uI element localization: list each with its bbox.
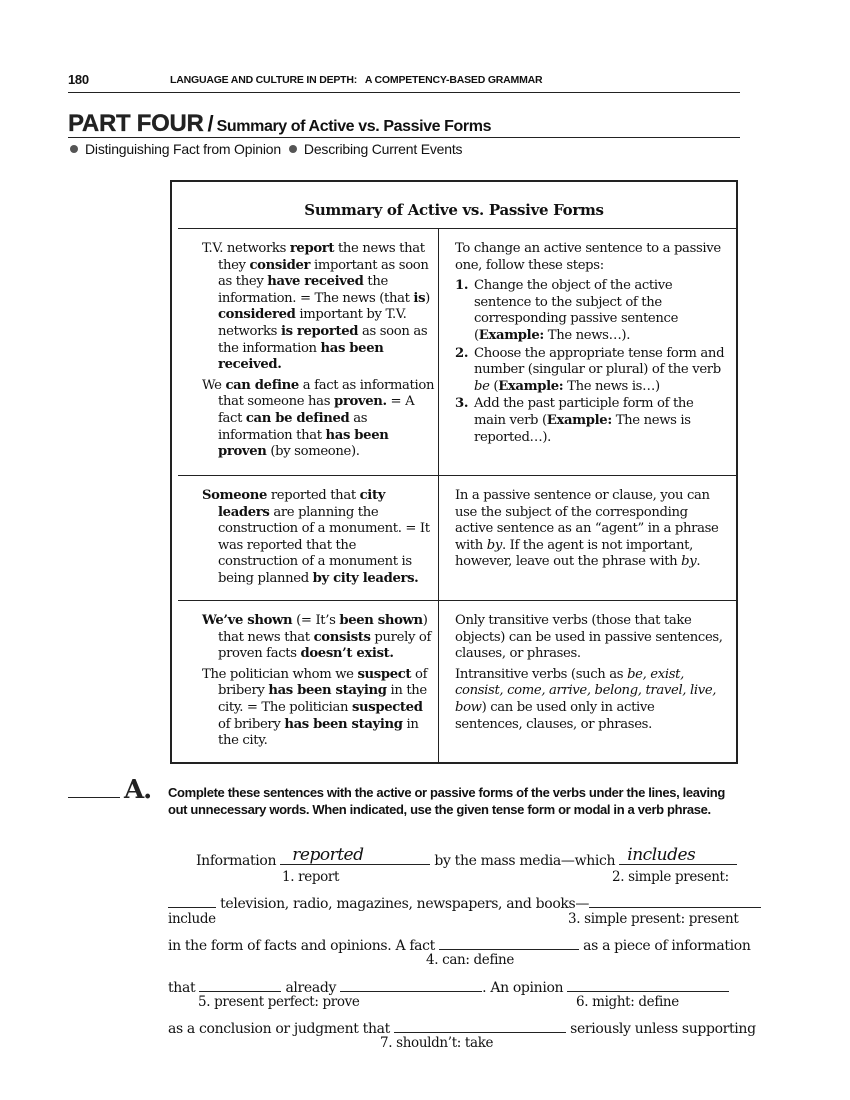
verb-cue-5: 5. present perfect: prove xyxy=(198,994,360,1010)
italic-term: be xyxy=(474,378,490,394)
text-run: important as soon as they xyxy=(218,257,429,290)
italic-term: by xyxy=(681,554,697,570)
rule-paragraph xyxy=(455,667,725,733)
handwritten-answer: includes xyxy=(627,845,696,865)
text-run: Choose the appropriate tense form and number (singular or plural) of the verb xyxy=(474,345,725,378)
bold-term: can be defined xyxy=(245,410,350,426)
part-title xyxy=(68,110,740,138)
column-divider xyxy=(438,228,439,764)
bullet-icon xyxy=(289,145,297,153)
example-paragraph xyxy=(202,488,438,588)
table-divider xyxy=(178,600,736,601)
bold-term: Example: xyxy=(478,327,544,343)
part-separator: / xyxy=(207,111,214,136)
sentence-text: in the form of facts and opinions. A fact xyxy=(168,938,435,954)
row1-left-cell xyxy=(202,241,438,465)
exercise-instructions: Complete these sentences with the active or passive forms of the verbs under the lines, leaving out unnecessary words. When indicated, use the given tense form or modal in a verb phrase. xyxy=(168,785,725,817)
text-run: the information. = The news (that xyxy=(218,274,414,306)
verb-cue-1: 1. report xyxy=(282,869,340,885)
exercise-rule xyxy=(68,797,120,798)
text-run: Intransitive verbs (such as xyxy=(455,666,628,682)
bold-term: has been proven xyxy=(218,427,389,460)
example-paragraph xyxy=(202,378,438,461)
summary-table xyxy=(170,180,738,764)
text-run: (= It’s xyxy=(292,613,340,628)
bullet-icon xyxy=(70,145,78,153)
answer-blank-5b[interactable] xyxy=(340,977,482,992)
italic-term: by xyxy=(486,537,502,553)
row2-right-cell xyxy=(455,488,725,575)
bold-term: has been staying xyxy=(268,683,387,699)
text-run: in the city. xyxy=(218,716,419,749)
bold-term: considered xyxy=(218,307,296,323)
bold-term: proven. xyxy=(333,394,387,410)
text-run: ) xyxy=(425,290,430,306)
italic-term: be, exist, consist, come, arrive, belong, travel, live, bow xyxy=(455,666,717,715)
text-run: . xyxy=(696,554,701,570)
answer-blank-5a[interactable] xyxy=(199,977,281,992)
bold-term: report xyxy=(289,241,335,256)
text-run: of bribery xyxy=(218,716,285,732)
sentence-text: as a conclusion or judgment that xyxy=(168,1021,390,1037)
exercise-letter: A. xyxy=(124,775,152,805)
sentence-text: that xyxy=(168,980,196,996)
answer-blank-3[interactable] xyxy=(589,893,761,908)
bold-term: consists xyxy=(313,629,371,645)
text-run: The news is reported…). xyxy=(474,412,691,445)
bold-term: is xyxy=(413,290,426,306)
handwritten-answer: reported xyxy=(292,845,364,865)
example-paragraph xyxy=(202,241,438,374)
row3-left-cell xyxy=(202,613,438,754)
bold-term: Someone xyxy=(202,488,267,503)
objective-item: Distinguishing Fact from Opinion xyxy=(85,141,281,157)
answer-blank-2[interactable] xyxy=(619,845,737,865)
text-run: purely of proven facts xyxy=(218,629,432,662)
bold-term: Example: xyxy=(498,378,564,394)
part-label: PART FOUR xyxy=(68,110,204,137)
sentence-text: television, radio, magazines, newspapers, and books— xyxy=(220,896,590,912)
sentence-text: . An opinion xyxy=(482,980,564,996)
table-divider xyxy=(178,475,736,476)
summary-table-title: Summary of Active vs. Passive Forms xyxy=(304,201,604,219)
text-run: the news that they xyxy=(218,241,425,273)
step-item xyxy=(455,278,725,344)
text-run: important by T.V. networks xyxy=(218,307,407,339)
step-number: 3. xyxy=(455,396,469,412)
step-item xyxy=(455,396,725,446)
text-run: T.V. networks xyxy=(202,241,290,256)
bold-term: suspected xyxy=(351,699,423,715)
text-run: ) that news that xyxy=(218,613,428,645)
rule-paragraph xyxy=(455,488,725,571)
answer-blank-7[interactable] xyxy=(394,1018,566,1033)
objective-item: Describing Current Events xyxy=(303,141,463,157)
text-run: In a passive sentence or clause, you can use the subject of the corresponding active sentence as an “agent” in a phrase with xyxy=(455,488,719,553)
text-run: reported that xyxy=(267,488,360,503)
verb-cue-7: 7. shouldn’t: take xyxy=(380,1035,494,1051)
sentence-text: as a piece of information xyxy=(583,938,751,954)
verb-cue-6: 6. might: define xyxy=(576,994,679,1010)
book-title: LANGUAGE AND CULTURE IN DEPTH: A COMPETENCY-BASED GRAMMAR xyxy=(170,74,543,86)
text-run: The news…). xyxy=(543,327,631,343)
text-run: (by someone). xyxy=(266,444,360,460)
text-run: of bribery xyxy=(218,666,428,699)
sentence-text: Information xyxy=(196,853,277,869)
text-run: ( xyxy=(489,378,499,394)
bold-term: been shown xyxy=(339,613,423,628)
text-run: ) can be used only in active sentences, clauses, or phrases. xyxy=(455,699,655,732)
text-run: We xyxy=(202,377,226,393)
text-run: Add the past participle form of the main verb ( xyxy=(474,396,694,428)
running-head xyxy=(68,72,740,93)
bold-term: consider xyxy=(249,257,311,273)
example-paragraph xyxy=(202,613,438,663)
bold-term: has been staying xyxy=(284,716,403,732)
page-number: 180 xyxy=(68,72,89,87)
text-run: = A fact xyxy=(218,394,415,426)
bold-term: city leaders xyxy=(218,488,386,520)
text-run: The news is…) xyxy=(563,378,660,394)
rule-intro: To change an active sentence to a passive one, follow these steps: xyxy=(455,241,721,273)
bold-term: have received xyxy=(267,274,364,290)
text-run: a fact as information that someone has xyxy=(218,377,435,410)
step-number: 2. xyxy=(455,345,469,361)
bold-term: has been received. xyxy=(218,340,384,373)
text-run: The politician whom we xyxy=(202,666,358,682)
steps-list xyxy=(455,278,725,446)
bold-term: suspect xyxy=(357,666,412,682)
text-run: as information that xyxy=(218,410,368,443)
bold-term: by city leaders. xyxy=(312,570,419,586)
verb-cue-4: 4. can: define xyxy=(426,952,515,968)
row1-right-cell xyxy=(455,241,725,447)
row2-left-cell xyxy=(202,488,438,592)
answer-blank-6[interactable] xyxy=(567,977,729,992)
text-run: as soon as the information xyxy=(218,323,428,356)
bold-term: doesn’t exist. xyxy=(300,646,394,662)
text-run: are planning the construction of a monument. = It was reported that the construction of a monument is being planned xyxy=(218,504,430,586)
verb-cue-2: 2. simple present: xyxy=(612,869,729,885)
answer-blank-4[interactable] xyxy=(439,935,579,950)
table-divider xyxy=(178,228,736,229)
verb-cue-3: 3. simple present: present xyxy=(568,911,739,927)
answer-blank-1[interactable] xyxy=(280,845,430,865)
bold-term: is reported xyxy=(280,323,359,339)
sentence-text: already xyxy=(285,980,337,996)
exercise-line-1 xyxy=(196,845,737,869)
bold-term: We’ve shown xyxy=(202,613,293,628)
text-run: Change the object of the active sentence to the subject of the corresponding passive sentence ( xyxy=(474,278,679,343)
rule-paragraph: Only transitive verbs (those that take objects) can be used in passive sentences, clauses, or phrases. xyxy=(455,613,723,662)
step-item xyxy=(455,346,725,396)
example-paragraph xyxy=(202,667,438,750)
text-run: in the city. = The politician xyxy=(218,683,427,715)
bold-term: can define xyxy=(225,377,299,393)
verb-cue-2-continued: include xyxy=(168,911,216,927)
sentence-text: by the mass media—which xyxy=(434,853,616,869)
answer-blank-2-continued[interactable] xyxy=(168,893,216,908)
text-run: . If the agent is not important, however, leave out the phrase with xyxy=(455,537,693,570)
step-number: 1. xyxy=(455,278,469,294)
sentence-text: seriously unless supporting xyxy=(570,1021,756,1037)
bold-term: Example: xyxy=(546,412,612,428)
objectives-list xyxy=(70,141,462,157)
part-subtitle: Summary of Active vs. Passive Forms xyxy=(216,118,492,135)
exercise-line-2 xyxy=(168,893,761,912)
row3-right-cell xyxy=(455,613,725,737)
